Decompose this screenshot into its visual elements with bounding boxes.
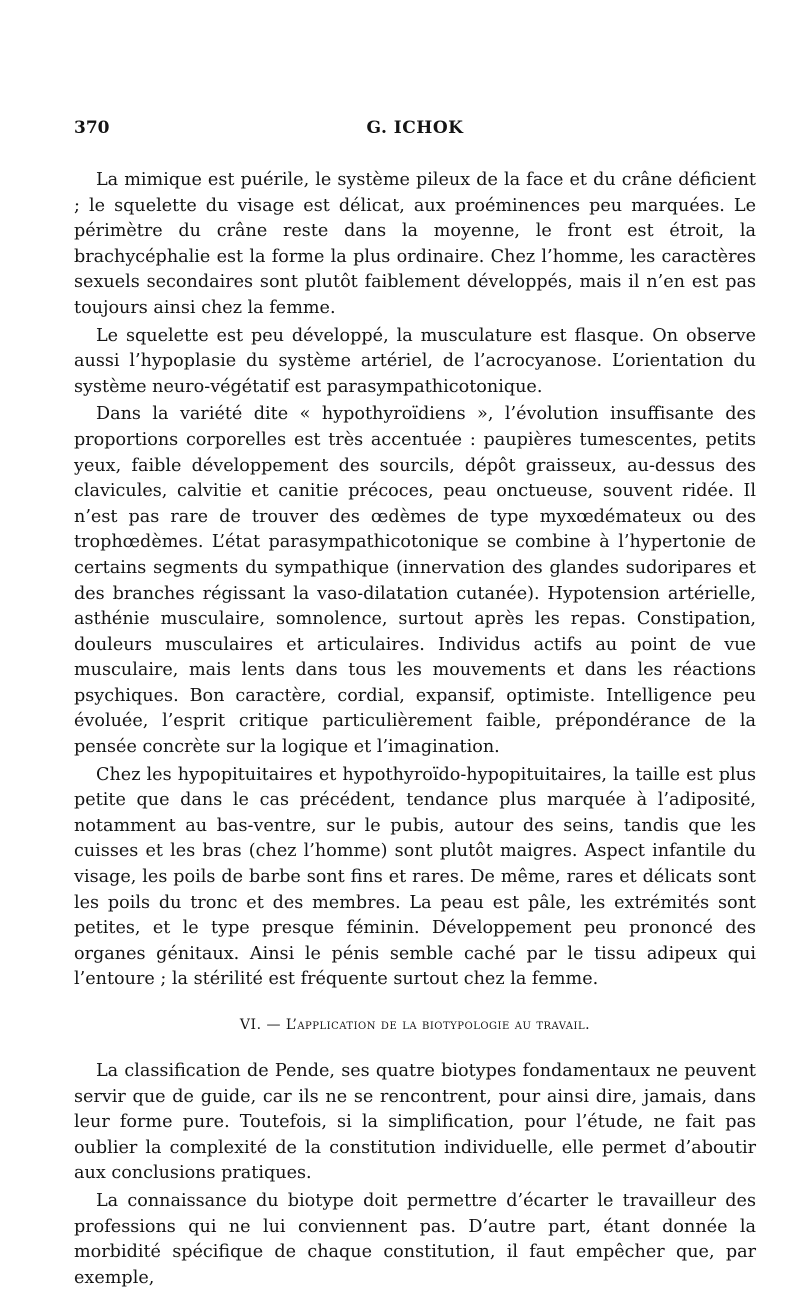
- page-header: [74, 118, 756, 148]
- section-title: L’application de la biotypologie au travail.: [285, 1017, 591, 1033]
- paragraph-squelette: Le squelette est peu développé, la musculature est flasque. On observe aussi l’hypoplasie du système artériel, de l’acrocyanose. L’orientation du système neuro-végétatif est parasympathicotonique.: [74, 325, 756, 397]
- paragraph-connaissance: La connaissance du biotype doit permettre d’écarter le travailleur des professions qui ne lui conviennent pas. D’autre part, étant donnée la morbidité spécifique de chaque constitution, il faut empêcher que, par exemple,: [74, 1190, 756, 1288]
- body-text: [74, 168, 756, 1291]
- section-heading: [74, 1017, 756, 1033]
- paragraph-mimique: La mimique est puérile, le système pileux de la face et du crâne déficient ; le squelette du visage est délicat, aux proéminences peu marquées. Le périmètre du crâne reste dans la moyenne, le front est étroit, la brachycéphalie est la forme la plus ordinaire. Chez l’homme, les caractères sexuels secondaires sont plutôt faiblement développés, mais il n’en est pas toujours ainsi chez la femme.: [74, 170, 756, 318]
- section-number: VI. —: [239, 1017, 281, 1033]
- running-head: G. ICHOK: [366, 118, 464, 138]
- page-number: 370: [74, 118, 110, 138]
- paragraph-hypothyroidiens: Dans la variété dite « hypothyroïdiens », l’évolution insuffisante des proportions corporelles est très accentuée : paupières tumescentes, petits yeux, faible développement des sourcils, dépôt graisseux, au-dessus des clavicules, calvitie et canitie précoces, peau onctueuse, souvent ridée. Il n’est pas rare de trouver des œdèmes de type myxœdémateux ou des trophœdèmes. L’état parasympathicotonique se combine à l’hypertonie de certains segments du sympathique (innervation des glandes sudoripares et des branches régissant la vaso-dilatation cutanée). Hypotension artérielle, asthénie musculaire, somnolence, surtout après les repas. Constipation, douleurs musculaires et articulaires. Individus actifs au point de vue musculaire, mais lents dans tous les mouvements et dans les réactions psychiques. Bon caractère, cordial, expansif, optimiste. Intelligence peu évoluée, l’esprit critique particulièrement faible, prépondérance de la pensée concrète sur la logique et l’imagination.: [74, 404, 756, 758]
- paragraph-classification: La classification de Pende, ses quatre biotypes fondamentaux ne peuvent servir que de guide, car ils ne se rencontrent, pour ainsi dire, jamais, dans leur forme pure. Toutefois, si la simplification, pour l’étude, ne fait pas oublier la complexité de la constitution individuelle, elle permet d’aboutir aux conclusions pratiques.: [74, 1061, 756, 1184]
- paragraph-hypopituitaires: Chez les hypopituitaires et hypothyroïdo-hypopituitaires, la taille est plus petite que dans le cas précédent, tendance plus marquée à l’adiposité, notamment au bas-ventre, sur le pubis, autour des seins, tandis que les cuisses et les bras (chez l’homme) sont plutôt maigres. Aspect infantile du visage, les poils de barbe sont fins et rares. De même, rares et délicats sont les poils du tronc et des membres. La peau est pâle, les extrémités sont petites, et le type presque féminin. Développement peu prononcé des organes génitaux. Ainsi le pénis semble caché par le tissu adipeux qui l’entoure ; la stérilité est fréquente surtout chez la femme.: [74, 764, 756, 990]
- document-page: [74, 118, 756, 1293]
